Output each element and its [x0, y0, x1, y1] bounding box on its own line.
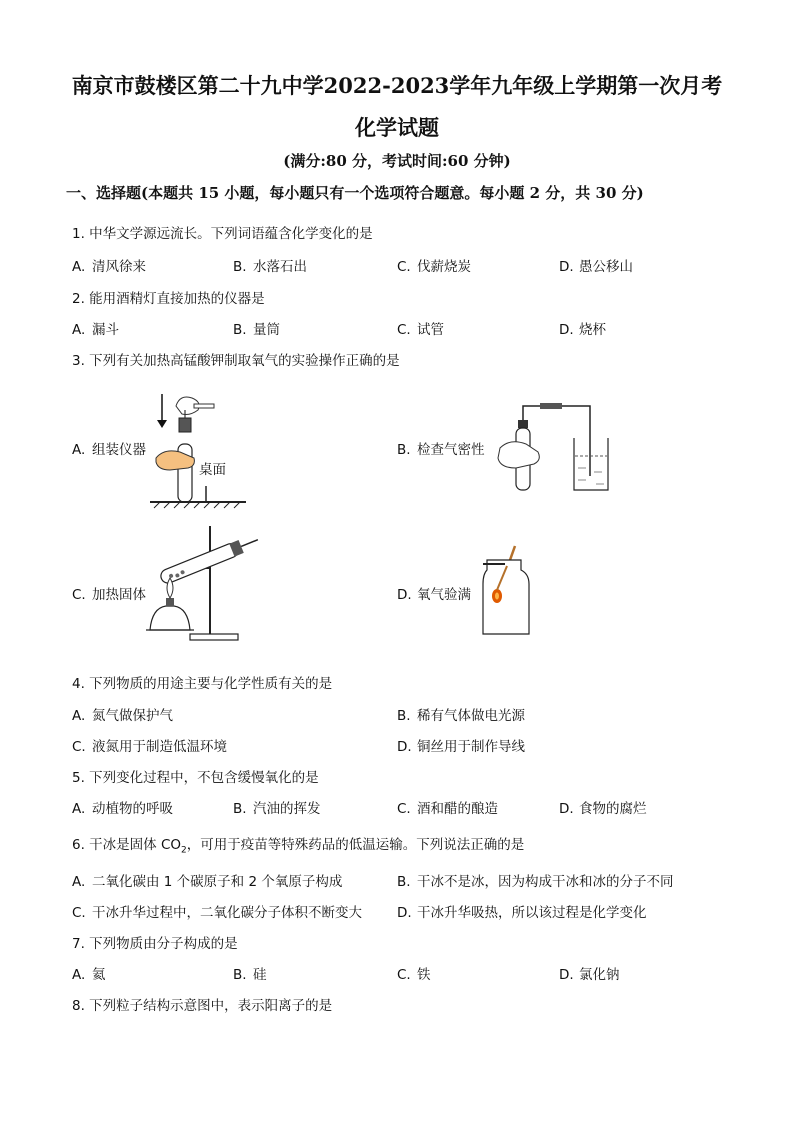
question-3-option-a	[72, 438, 146, 458]
option-text: 氦	[92, 967, 106, 983]
option-text: 清风徐来	[92, 259, 146, 275]
stem-part: ，可用于疫苗等特殊药品的低温运输。下列说法正确的是	[186, 837, 525, 853]
option-letter: B.	[233, 259, 247, 275]
oxygen-check-figure	[475, 540, 535, 640]
question-8-stem: 8. 下列粒子结构示意图中，表示阳离子的是	[72, 998, 333, 1014]
option-text: 组装仪器	[92, 442, 146, 458]
option-text: 酒和醋的酿造	[417, 801, 498, 817]
subscript: 2	[181, 845, 187, 856]
option-text: 稀有气体做电光源	[417, 708, 525, 724]
option-letter: B.	[233, 967, 247, 983]
question-5-option-b	[233, 797, 321, 817]
stem-part: 6. 干冰是固体 CO	[72, 837, 182, 853]
option-letter: C.	[72, 905, 86, 921]
option-letter: C.	[397, 322, 411, 338]
option-text: 水落石出	[253, 259, 307, 275]
option-text: 量筒	[253, 322, 280, 338]
table-surface-label: 桌面	[199, 462, 226, 478]
option-text: 漏斗	[92, 322, 119, 338]
option-letter: D.	[397, 587, 412, 603]
question-1-stem: 1. 中华文学源远流长。下列词语蕴含化学变化的是	[72, 226, 373, 242]
section-heading: 一、选择题(本题共 15 小题，每小题只有一个选项符合题意。每小题 2 分，共 30 分)	[66, 184, 644, 202]
question-3-option-b	[397, 438, 485, 458]
option-letter: A.	[72, 442, 86, 458]
option-text: 液氮用于制造低温环境	[92, 739, 227, 755]
question-5-option-d	[559, 797, 647, 817]
option-text: 干冰不是冰，因为构成干冰和冰的分子不同	[417, 874, 674, 890]
question-1-option-b	[233, 255, 307, 275]
option-text: 氧气验满	[417, 587, 471, 603]
question-4-stem: 4. 下列物质的用途主要与化学性质有关的是	[72, 676, 333, 692]
option-letter: C.	[72, 739, 86, 755]
question-3-option-d	[397, 583, 471, 603]
question-3-option-c	[72, 583, 146, 603]
question-6-option-d	[397, 901, 647, 921]
option-letter: B.	[397, 874, 411, 890]
question-2-option-d	[559, 318, 606, 338]
option-letter: A.	[72, 708, 86, 724]
option-text: 试管	[417, 322, 444, 338]
option-text: 氮气做保护气	[92, 708, 173, 724]
option-letter: B.	[233, 801, 247, 817]
exam-title: 南京市鼓楼区第二十九中学2022-2023学年九年级上学期第一次月考	[71, 73, 723, 98]
question-1-option-c	[397, 255, 471, 275]
option-letter: B.	[397, 708, 411, 724]
question-1-option-a	[72, 255, 146, 275]
question-2-option-a	[72, 318, 119, 338]
option-text: 汽油的挥发	[253, 801, 321, 817]
option-letter: D.	[559, 967, 574, 983]
option-letter: D.	[559, 259, 574, 275]
question-6-option-b	[397, 870, 674, 890]
option-letter: B.	[397, 442, 411, 458]
option-letter: A.	[72, 967, 86, 983]
assemble-apparatus-figure	[150, 388, 250, 516]
option-letter: A.	[72, 801, 86, 817]
question-4-option-d	[397, 735, 525, 755]
question-1-option-d	[559, 255, 633, 275]
option-text: 烧杯	[579, 322, 606, 338]
option-letter: D.	[559, 801, 574, 817]
option-text: 干冰升华吸热，所以该过程是化学变化	[417, 905, 647, 921]
question-7-option-b	[233, 963, 267, 983]
option-text: 愚公移山	[579, 259, 633, 275]
option-letter: A.	[72, 322, 86, 338]
option-letter: C.	[397, 801, 411, 817]
question-7-option-c	[397, 963, 431, 983]
option-text: 检查气密性	[417, 442, 485, 458]
question-7-option-a	[72, 963, 106, 983]
airtightness-check-figure	[490, 398, 620, 498]
option-text: 动植物的呼吸	[92, 801, 173, 817]
option-text: 加热固体	[92, 587, 146, 603]
option-letter: C.	[397, 967, 411, 983]
question-5-option-c	[397, 797, 498, 817]
option-letter: D.	[559, 322, 574, 338]
question-4-option-a	[72, 704, 173, 724]
question-7-option-d	[559, 963, 620, 983]
question-2-option-b	[233, 318, 280, 338]
question-3-stem: 3. 下列有关加热高锰酸钾制取氧气的实验操作正确的是	[72, 353, 400, 369]
option-letter: D.	[397, 905, 412, 921]
question-5-option-a	[72, 797, 173, 817]
exam-meta: (满分:80 分，考试时间:60 分钟)	[283, 152, 511, 170]
option-text: 伐薪烧炭	[417, 259, 471, 275]
option-letter: D.	[397, 739, 412, 755]
option-text: 铁	[417, 967, 431, 983]
heating-solid-figure	[140, 522, 265, 642]
option-text: 氯化钠	[579, 967, 620, 983]
option-letter: A.	[72, 874, 86, 890]
option-text: 硅	[253, 967, 267, 983]
option-letter: C.	[72, 587, 86, 603]
option-letter: B.	[233, 322, 247, 338]
question-7-stem: 7. 下列物质由分子构成的是	[72, 936, 238, 952]
option-text: 干冰升华过程中，二氧化碳分子体积不断变大	[92, 905, 362, 921]
option-letter: C.	[397, 259, 411, 275]
question-4-option-b	[397, 704, 525, 724]
subject-title: 化学试题	[355, 115, 439, 140]
question-5-stem: 5. 下列变化过程中，不包含缓慢氧化的是	[72, 770, 319, 786]
option-text: 二氧化碳由 1 个碳原子和 2 个氧原子构成	[92, 874, 343, 890]
question-2-stem: 2. 能用酒精灯直接加热的仪器是	[72, 291, 265, 307]
question-6-option-c	[72, 901, 362, 921]
question-2-option-c	[397, 318, 444, 338]
question-4-option-c	[72, 735, 227, 755]
option-text: 食物的腐烂	[579, 801, 647, 817]
option-letter: A.	[72, 259, 86, 275]
question-6-option-a	[72, 870, 342, 890]
question-6-stem	[72, 833, 524, 856]
option-text: 铜丝用于制作导线	[417, 739, 525, 755]
